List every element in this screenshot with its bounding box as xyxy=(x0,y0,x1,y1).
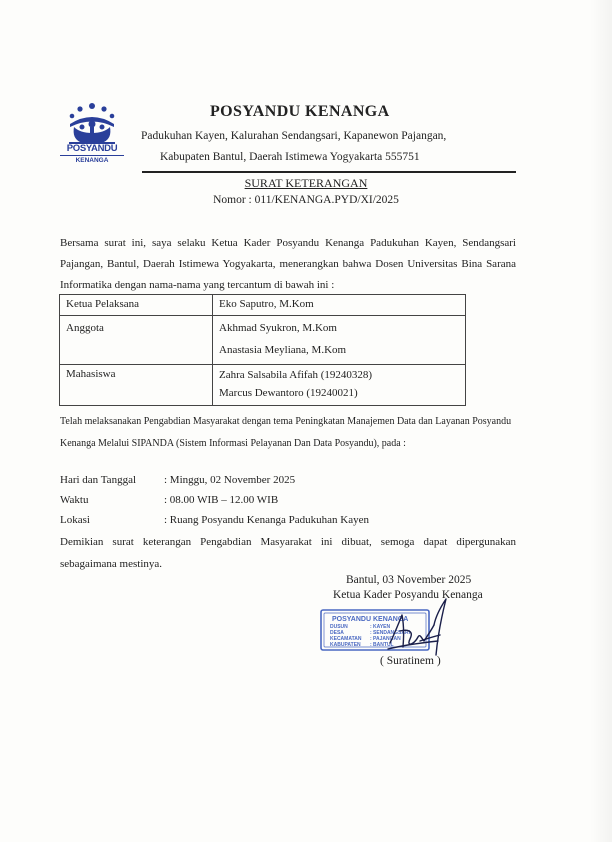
signature-role: Ketua Kader Posyandu Kenanga xyxy=(333,589,483,601)
location-label: Lokasi xyxy=(60,514,90,526)
address-line2: Kabupaten Bantul, Daerah Istimewa Yogyakarta 555751 xyxy=(160,151,420,163)
table-row xyxy=(60,316,466,365)
svg-text:POSYANDU KENANGA: POSYANDU KENANGA xyxy=(332,616,409,623)
table-cell-role xyxy=(60,295,213,316)
table-row xyxy=(60,295,466,316)
letterhead-divider xyxy=(142,171,516,173)
location-value: : Ruang Posyandu Kenanga Padukuhan Kayen xyxy=(164,514,369,526)
closing-paragraph: Demikian surat keterangan Pengabdian Masyarakat ini dibuat, semoga dapat dipergunakan sebagaimana mestinya. xyxy=(60,536,516,570)
activity-paragraph: Telah melaksanakan Pengabdian Masyarakat dengan tema Peningkatan Manajemen Data dan Layanan Posyandu Kenanga Melalui SIPANDA (Sistem Informasi Pelayanan Dan Data Posyandu), pada : xyxy=(60,416,512,449)
intro-paragraph: Bersama surat ini, saya selaku Ketua Kader Posyandu Kenanga Padukuhan Kayen, Sendangsari Pajangan, Bantul, Daerah Istimewa Yogyakarta, menerangkan bahwa Dosen Universitas Bina Sarana Informatika dengan nama-nama yang tercantum di bawah ini : xyxy=(60,237,516,291)
table-cell-names xyxy=(213,295,466,316)
day-label: Hari dan Tanggal xyxy=(60,474,137,486)
svg-text:: KAYEN: : KAYEN xyxy=(370,624,391,630)
team-table xyxy=(59,294,466,406)
time-value: : 08.00 WIB – 12.00 WIB xyxy=(164,494,279,506)
address-line1: Padukuhan Kayen, Kalurahan Sendangsari, Kapanewon Pajangan, xyxy=(141,130,447,142)
member-name: Eko Saputro, M.Kom xyxy=(219,298,314,310)
svg-text:DUSUN: DUSUN xyxy=(330,624,348,630)
member-name: Anastasia Meyliana, M.Kom xyxy=(219,344,347,356)
svg-text:: BANTUL: : BANTUL xyxy=(370,642,394,648)
role-label: Mahasiswa xyxy=(66,368,116,380)
logo-caption xyxy=(60,143,124,164)
svg-text:KECAMATAN: KECAMATAN xyxy=(330,636,362,642)
role-label: Ketua Pelaksana xyxy=(66,298,139,310)
svg-text:: SENDANGSARI: : SENDANGSARI xyxy=(370,630,411,636)
day-value: : Minggu, 02 November 2025 xyxy=(164,474,296,486)
signature-place-date: Bantul, 03 November 2025 xyxy=(346,574,472,586)
document-title xyxy=(0,176,612,191)
table-cell-names xyxy=(213,316,466,365)
time-label: Waktu xyxy=(60,494,89,506)
table-cell-role xyxy=(60,365,213,406)
svg-text:DESA: DESA xyxy=(330,630,344,636)
document-title-text: SURAT KETERANGAN xyxy=(244,176,368,190)
org-name: POSYANDU KENANGA xyxy=(210,103,390,120)
signatory-name: ( Suratinem ) xyxy=(380,655,441,667)
logo-line2: KENANGA xyxy=(60,155,124,164)
role-label: Anggota xyxy=(66,322,104,334)
table-cell-names xyxy=(213,365,466,406)
svg-text:: PAJANGAN: : PAJANGAN xyxy=(370,636,401,642)
table-row xyxy=(60,365,466,406)
member-name: Akhmad Syukron, M.Kom xyxy=(219,322,337,334)
scan-edge-shadow xyxy=(590,0,612,842)
member-name: Marcus Dewantoro (19240021) xyxy=(219,387,358,399)
table-cell-role xyxy=(60,316,213,365)
logo-line1: POSYANDU xyxy=(66,143,118,154)
svg-text:KABUPATEN: KABUPATEN xyxy=(330,642,361,648)
member-name: Zahra Salsabila Afifah (19240328) xyxy=(219,369,373,381)
document-number: Nomor : 011/KENANGA.PYD/XI/2025 xyxy=(213,194,399,206)
